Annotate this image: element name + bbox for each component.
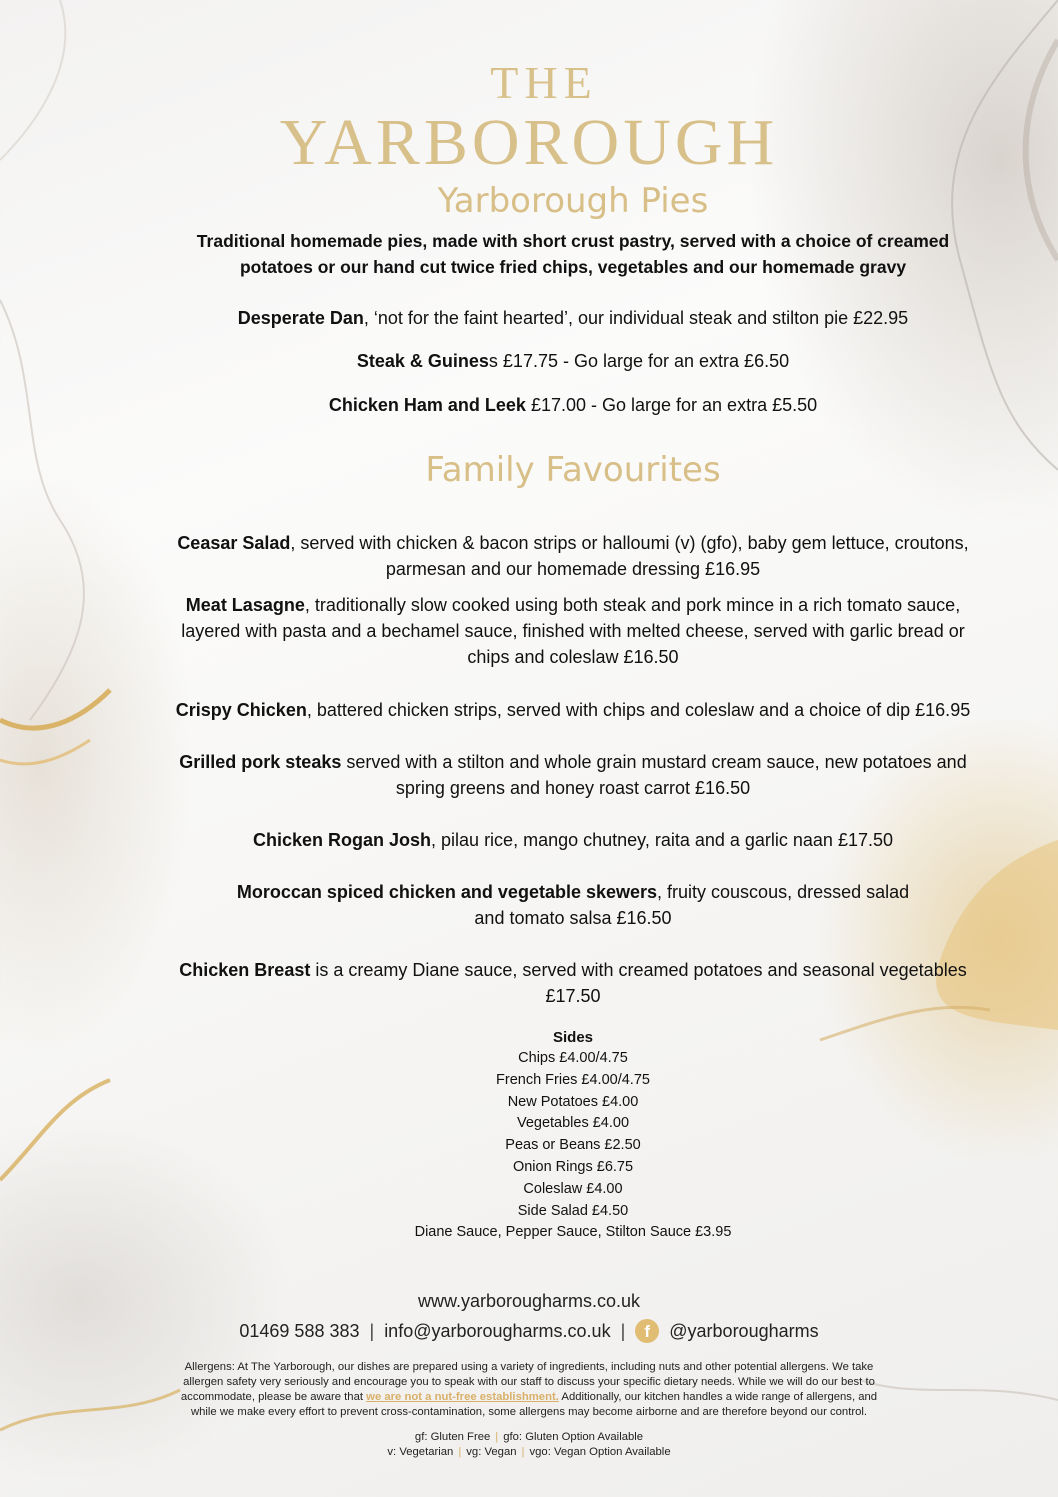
separator: | [521,1446,525,1458]
side-item: Chips £4.00/4.75 [518,1050,628,1066]
dish-desc: parmesan and our homemade dressing £16.95 [385,559,761,579]
diet-key: vgo: Vegan Option Available [529,1446,671,1458]
facebook-icon[interactable]: f [635,1319,659,1343]
allergen-line: allergen safety very seriously and encourage you to speak with our staff to discuss your specific dietary needs. While we will do our best to [183,1376,875,1388]
dish-name: Meat Lasagne [185,595,305,615]
allergen-line: while we make every effort to prevent cross-contamination, some allergens may become airborne and are therefore beyond our control. [190,1406,868,1418]
separator: | [495,1431,499,1443]
contact-row [0,1318,1058,1344]
side-item: Coleslaw £4.00 [523,1180,623,1197]
side-item: Onion Rings £6.75 [512,1158,634,1175]
dish-desc: chips and coleslaw £16.50 [467,647,679,667]
nut-warning-link[interactable]: we are not a nut-free establishment. [366,1391,559,1403]
dish-name: Moroccan spiced chicken and vegetable skewers [236,882,658,902]
dish-name: Grilled pork steaks [179,752,342,772]
dish-desc: , battered chicken strips, served with chips and coleslaw and a choice of dip £16.95 [306,700,971,720]
dish-desc: is a creamy Diane sauce, served with creamed potatoes and seasonal vegetables [310,960,967,980]
favourite-item [44,697,1058,723]
dish-desc: , fruity couscous, dressed salad [657,882,910,902]
side-item: New Potatoes £4.00 [507,1093,639,1110]
dish-desc: , traditionally slow cooked using both steak and pork mince in a rich tomato sauce, [304,595,961,615]
separator: | [620,1321,626,1341]
sides-list [44,1048,1058,1244]
website-link[interactable]: www.yarborougharms.co.uk [417,1291,641,1311]
favourite-item [44,827,1058,853]
pies-intro [44,228,1058,280]
dish-desc: £17.50 [545,986,601,1006]
allergen-text: Additionally, our kitchen handles a wide range of allergens, and [558,1391,878,1403]
allergen-line [130,1390,928,1405]
logo-name: YARBOROUGH [279,106,779,179]
favourites-title: Family Favourites [425,450,721,490]
pies-title: Yarborough Pies [437,181,709,221]
dish-desc: layered with pasta and a bechamel sauce, finished with melted cheese, served with garlic bread or [181,621,965,641]
pie-desc: £17.00 - Go large for an extra £5.50 [525,395,818,415]
dish-desc: and tomato salsa £16.50 [474,908,672,928]
logo-the: THE [490,57,598,108]
diet-key-row [130,1430,928,1445]
sides-heading: Sides [552,1029,594,1046]
separator: | [369,1321,375,1341]
favourite-item [44,530,1058,582]
dish-desc: served with a stilton and whole grain mustard cream sauce, new potatoes and [341,752,967,772]
pies-intro-line: Traditional homemade pies, made with short crust pastry, served with a choice of creamed [196,231,950,251]
side-item: Diane Sauce, Pepper Sauce, Stilton Sauce £3.95 [414,1224,732,1241]
phone-number[interactable]: 01469 588 383 [239,1321,360,1341]
dish-desc: , pilau rice, mango chutney, raita and a garlic naan £17.50 [431,830,893,850]
pie-item [44,392,1058,418]
favourite-item [44,592,1058,670]
allergen-notice [130,1360,928,1460]
diet-key: vg: Vegan [466,1446,517,1458]
side-item: Peas or Beans £2.50 [505,1137,641,1154]
dish-desc: spring greens and honey roast carrot £16.50 [395,778,751,798]
pie-item [44,305,1058,331]
diet-key: gfo: Gluten Option Available [503,1431,644,1443]
separator: | [458,1446,462,1458]
dish-name: Crispy Chicken [175,700,307,720]
dish-name: Ceasar Salad [177,533,291,553]
pies-intro-line: potatoes or our hand cut twice fried chips, vegetables and our homemade gravy [239,257,907,277]
allergen-line: Allergens: At The Yarborough, our dishes are prepared using a variety of ingredients, including nuts and other potential allergens. We take [184,1361,874,1373]
pie-name: Chicken Ham and Leek [328,395,526,415]
allergen-text: accommodate, please be aware that [180,1391,367,1403]
social-handle[interactable]: @yarborougharms [669,1321,819,1341]
favourite-item [44,879,1058,931]
favourite-item [44,749,1058,801]
favourite-item [44,957,1058,1009]
dish-desc: , served with chicken & bacon strips or halloumi (v) (gfo), baby gem lettuce, croutons, [290,533,969,553]
side-item: Vegetables £4.00 [516,1115,630,1132]
email-link[interactable]: info@yarborougharms.co.uk [384,1321,611,1341]
diet-key-row [130,1445,928,1460]
pie-desc: s £17.75 - Go large for an extra £6.50 [488,351,790,371]
side-item: French Fries £4.00/4.75 [496,1071,650,1088]
diet-key: gf: Gluten Free [414,1431,491,1443]
dish-name: Chicken Breast [179,960,311,980]
pie-item [44,348,1058,374]
diet-key: v: Vegetarian [387,1446,454,1458]
pie-name: Desperate Dan [237,308,364,328]
dish-name: Chicken Rogan Josh [253,830,432,850]
pie-desc: , ‘not for the faint hearted’, our individual steak and stilton pie £22.95 [363,308,909,328]
side-item: Side Salad £4.50 [517,1202,629,1219]
pie-name: Steak & Guines [356,351,489,371]
